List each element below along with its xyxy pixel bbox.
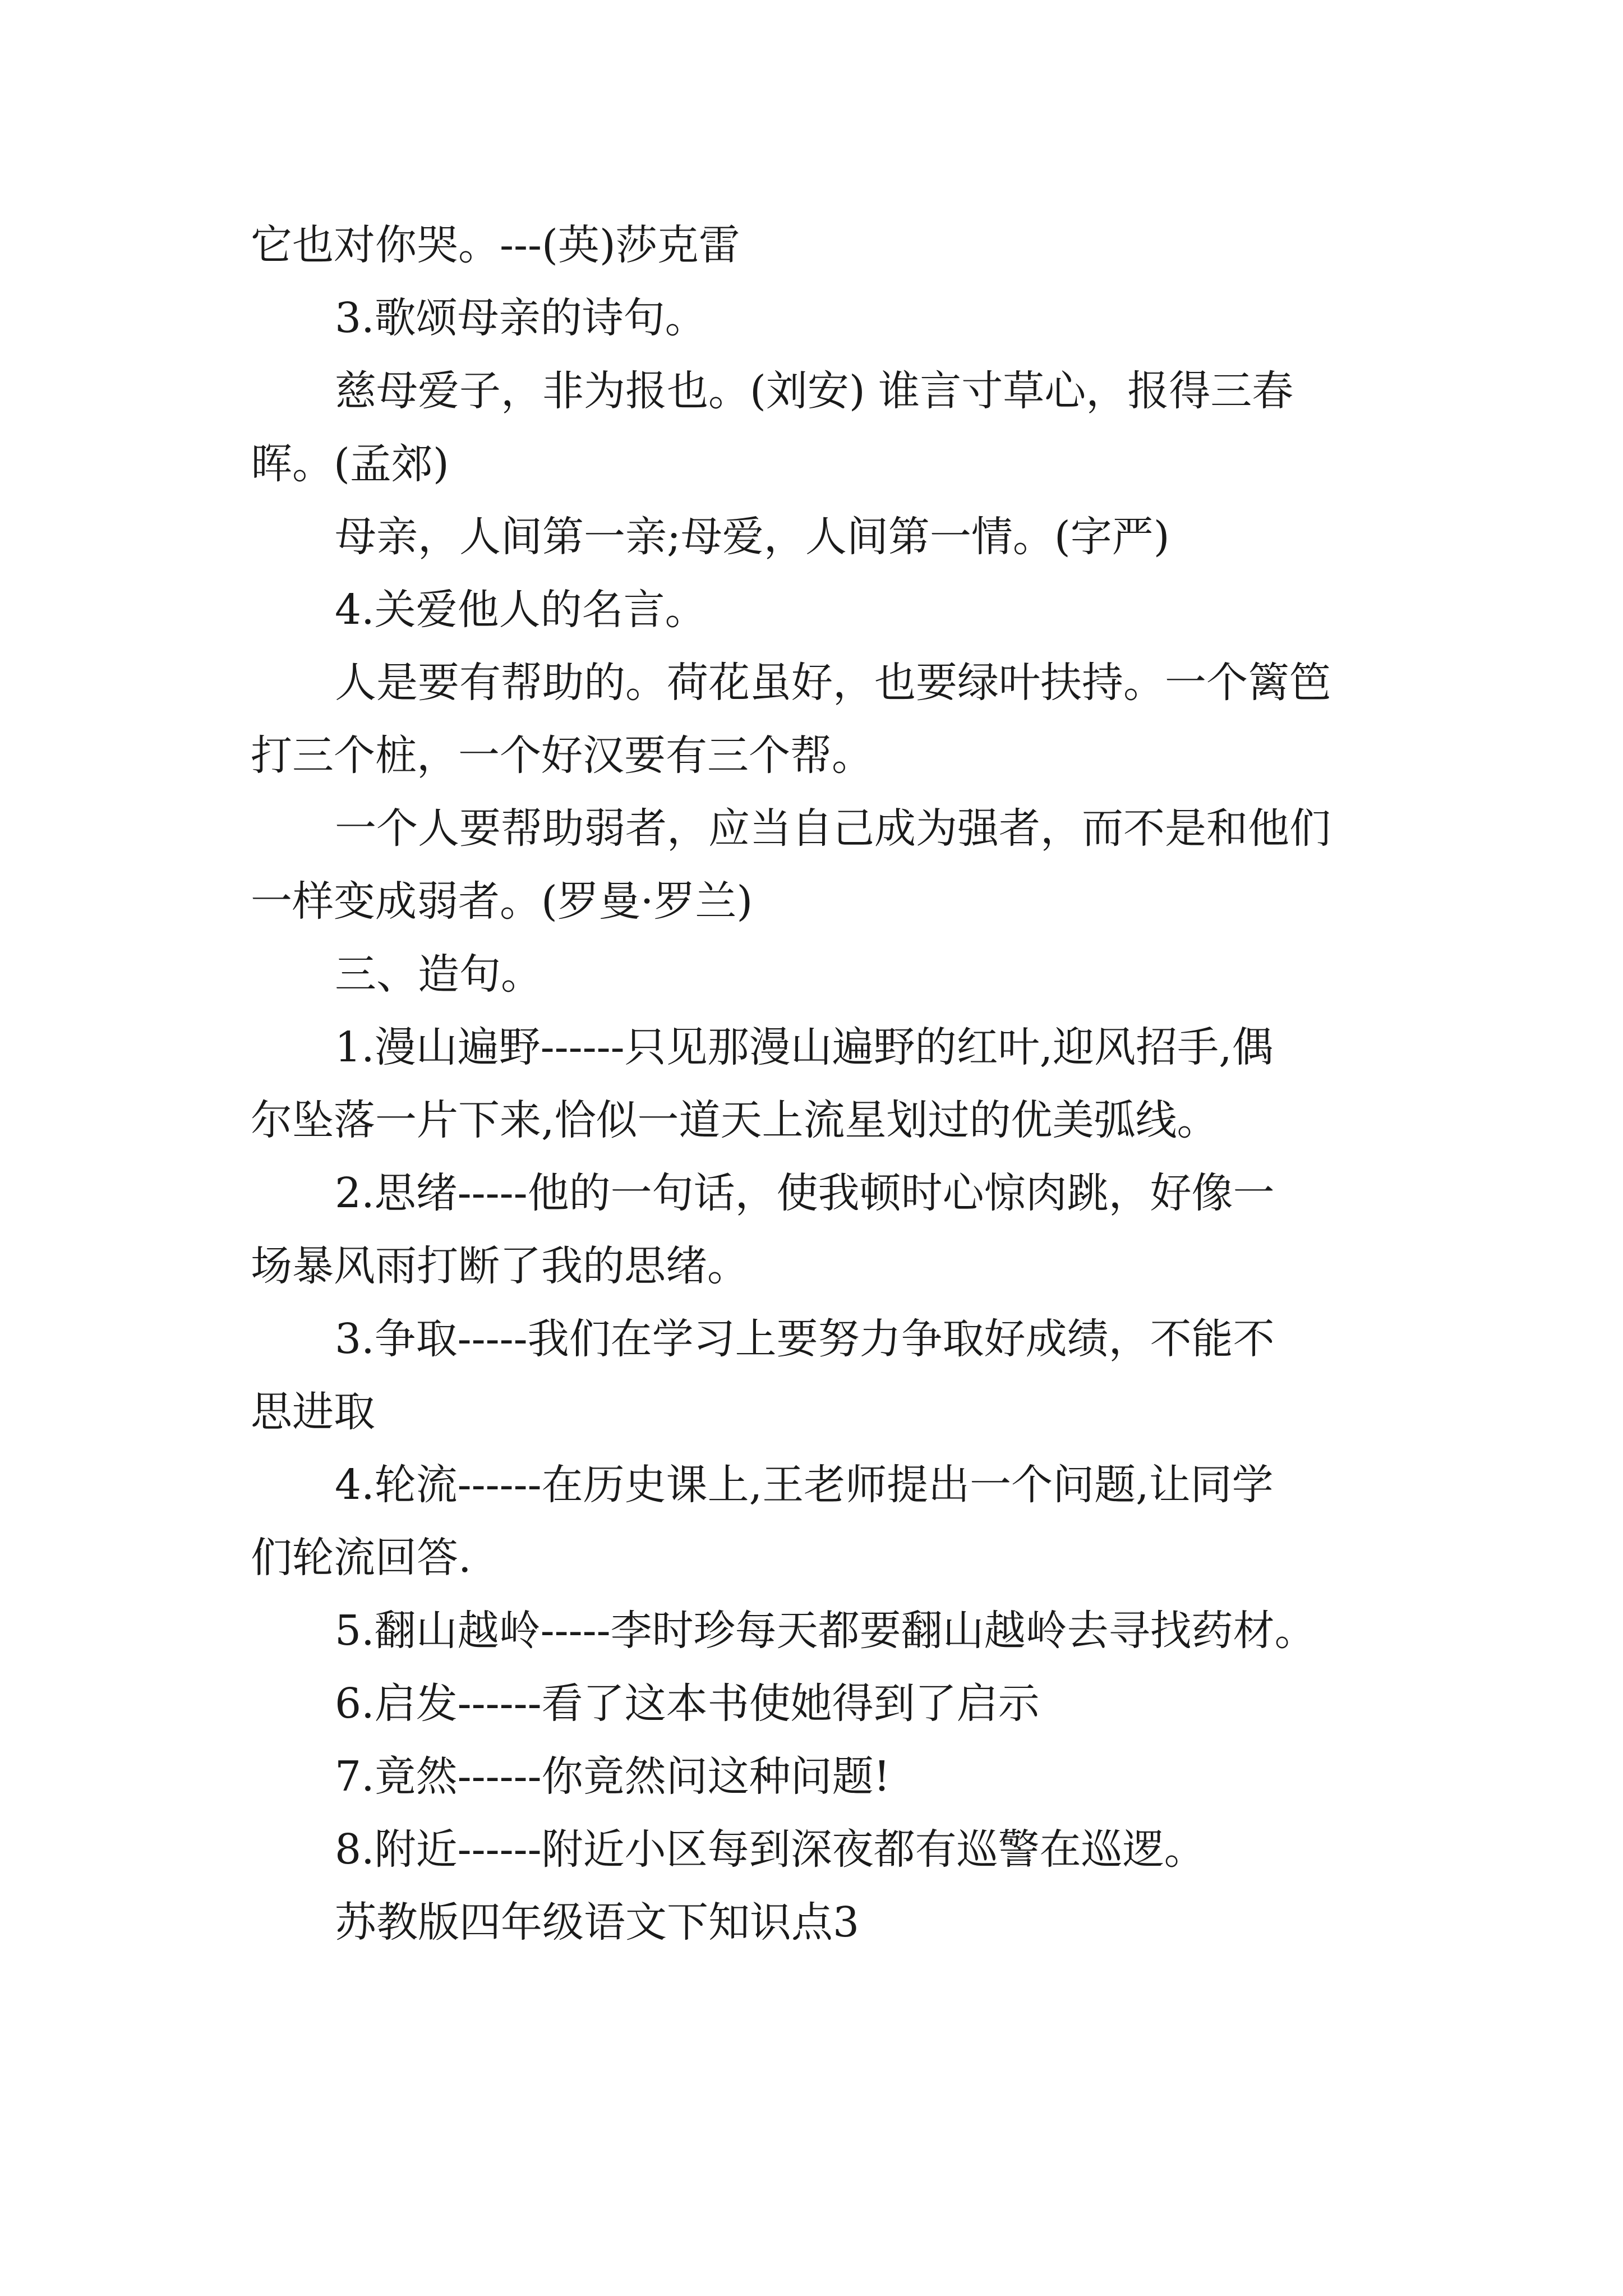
- text-line: 母亲，人间第一亲;母爱，人间第一情。(字严): [335, 513, 1170, 561]
- section-heading: 4.关爱他人的名言。: [335, 586, 707, 634]
- text-line: 尔坠落一片下来,恰似一道天上流星划过的优美弧线。: [251, 1096, 1219, 1144]
- text-line: 它也对你哭。---(英)莎克雷: [251, 221, 740, 269]
- text-line: 打三个桩，一个好汉要有三个帮。: [251, 731, 873, 780]
- text-line: 慈母爱子，非为报也。(刘安) 谁言寸草心，报得三春: [335, 367, 1294, 415]
- section-heading: 三、造句。: [335, 950, 542, 999]
- section-heading: 3.歌颂母亲的诗句。: [335, 294, 707, 342]
- sentence-item: 7.竟然------你竟然问这种问题!: [335, 1752, 891, 1801]
- text-line: 们轮流回答.: [251, 1534, 472, 1582]
- document-body: [251, 209, 1378, 1959]
- text-line: 思进取: [251, 1388, 375, 1436]
- text-line: 场暴风雨打断了我的思绪。: [251, 1242, 749, 1290]
- section-title: 苏教版四年级语文下知识点3: [335, 1898, 860, 1947]
- text-line: 一样变成弱者。(罗曼·罗兰): [251, 877, 753, 926]
- text-line: 一个人要帮助弱者，应当自己成为强者，而不是和他们: [335, 804, 1331, 853]
- sentence-item: 2.思绪-----他的一句话，使我顿时心惊肉跳，好像一: [335, 1169, 1275, 1217]
- sentence-item: 4.轮流------在历史课上,王老师提出一个问题,让同学: [335, 1461, 1274, 1509]
- sentence-item: 1.漫山遍野------只见那漫山遍野的红叶,迎风招手,偶: [335, 1023, 1274, 1071]
- sentence-item: 6.启发------看了这本书使她得到了启示: [335, 1680, 1040, 1728]
- text-line: 人是要有帮助的。荷花虽好，也要绿叶扶持。一个篱笆: [335, 659, 1331, 707]
- sentence-item: 3.争取-----我们在学习上要努力争取好成绩，不能不: [335, 1315, 1275, 1363]
- sentence-item: 8.附近------附近小区每到深夜都有巡警在巡逻。: [335, 1825, 1206, 1874]
- text-line: 晖。(孟郊): [251, 440, 449, 488]
- sentence-item: 5.翻山越岭-----李时珍每天都要翻山越岭去寻找药材。: [335, 1607, 1316, 1655]
